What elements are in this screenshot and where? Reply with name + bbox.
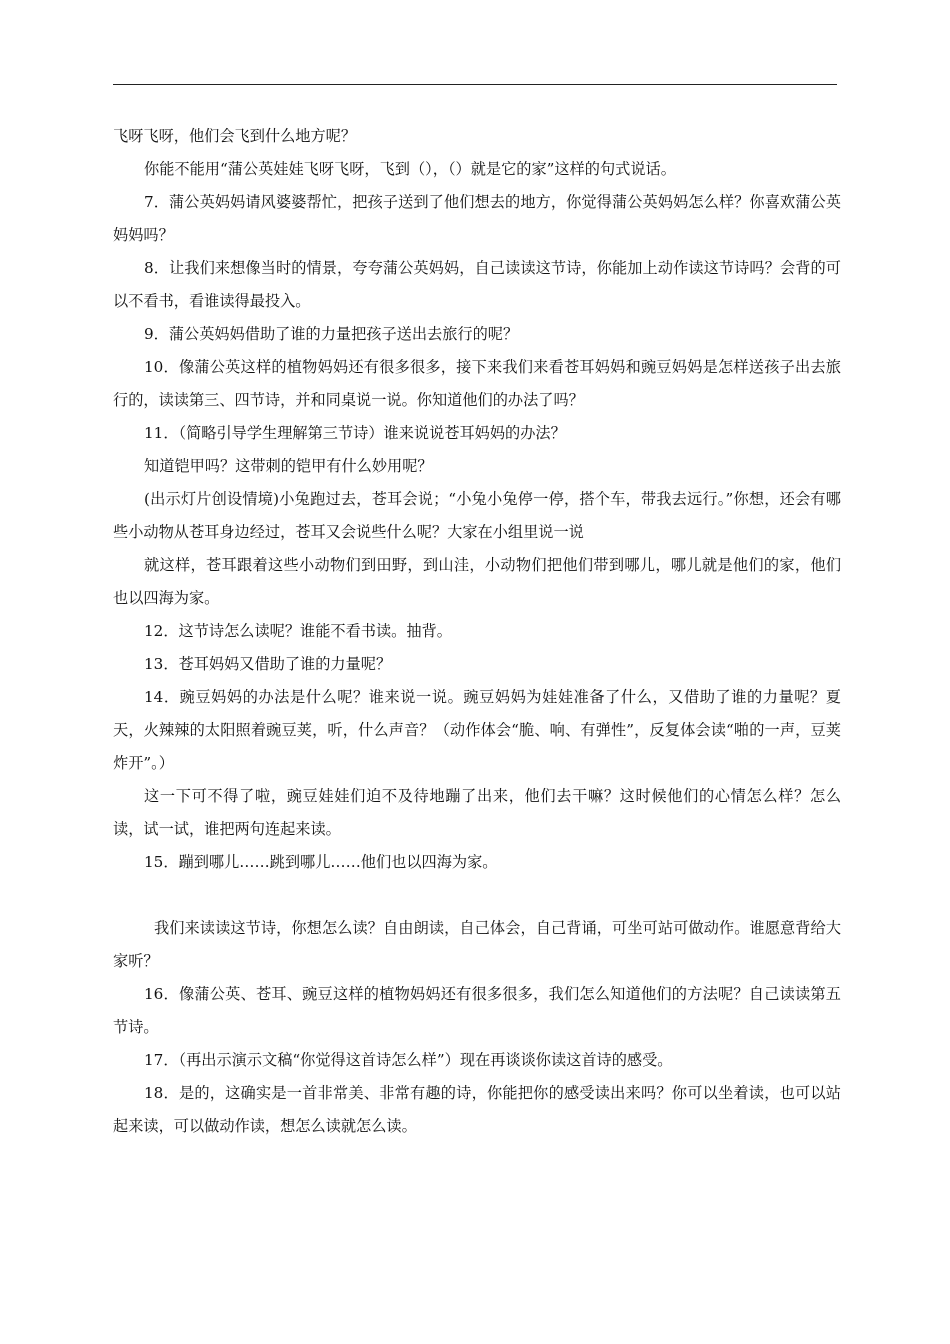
paragraph: 11．（简略引导学生理解第三节诗）谁来说说苍耳妈妈的办法？: [144, 424, 566, 442]
document-body: [113, 120, 841, 1143]
paragraph: 10．像蒲公英这样的植物妈妈还有很多很多，接下来我们来看苍耳妈妈和豌豆妈妈是怎样送孩子出去旅行的，读读第三、四节诗，并和同桌说一说。你知道他们的办法了吗？: [113, 358, 841, 409]
paragraph: 这一下可不得了啦，豌豆娃娃们迫不及待地蹦了出来，他们去干嘛？这时候他们的心情怎么样？怎么读，试一试，谁把两句连起来读。: [113, 787, 841, 838]
paragraph: 12．这节诗怎么读呢？谁能不看书读。抽背。: [144, 622, 452, 640]
paragraph: 我们来读读这节诗，你想怎么读？自由朗读，自己体会，自己背诵，可坐可站可做动作。谁愿意背给大家听？: [113, 919, 841, 970]
paragraph: 7．蒲公英妈妈请风婆婆帮忙，把孩子送到了他们想去的地方，你觉得蒲公英妈妈怎么样？你喜欢蒲公英妈妈吗？: [113, 193, 841, 244]
paragraph: 13．苍耳妈妈又借助了谁的力量呢？: [144, 655, 392, 673]
paragraph: 就这样，苍耳跟着这些小动物们到田野，到山洼，小动物们把他们带到哪儿，哪儿就是他们的家，他们也以四海为家。: [113, 556, 841, 607]
paragraph: 9．蒲公英妈妈借助了谁的力量把孩子送出去旅行的呢？: [144, 325, 519, 343]
paragraph: 17．（再出示演示文稿“你觉得这首诗怎么样”）现在再谈谈你读这首诗的感受。: [144, 1051, 673, 1069]
paragraph: 知道铠甲吗？这带刺的铠甲有什么妙用呢？: [144, 457, 433, 475]
paragraph: 飞呀飞呀，他们会飞到什么地方呢？: [113, 127, 356, 145]
paragraph: 15．蹦到哪儿……跳到哪儿……他们也以四海为家。: [144, 853, 498, 871]
paragraph: 14．豌豆妈妈的办法是什么呢？谁来说一说。豌豆妈妈为娃娃准备了什么，又借助了谁的力量呢？夏天，火辣辣的太阳照着豌豆荚，听，什么声音？（动作体会“脆、响、有弹性”，反复体会读“啪的一声，豆荚炸开”。）: [113, 688, 841, 772]
header-rule: [113, 84, 837, 85]
paragraph: 你能不能用“蒲公英娃娃飞呀飞呀，飞到（），（）就是它的家”这样的句式说话。: [144, 160, 676, 178]
paragraph: 18．是的，这确实是一首非常美、非常有趣的诗，你能把你的感受读出来吗？你可以坐着读，也可以站起来读，可以做动作读，想怎么读就怎么读。: [113, 1084, 841, 1135]
paragraph: (出示灯片创设情境)小兔跑过去，苍耳会说；“小兔小兔停一停，搭个车，带我去远行。”你想，还会有哪些小动物从苍耳身边经过，苍耳又会说些什么呢？大家在小组里说一说: [113, 490, 841, 541]
paragraph: 8．让我们来想像当时的情景，夸夸蒲公英妈妈，自己读读这节诗，你能加上动作读这节诗吗？会背的可以不看书，看谁读得最投入。: [113, 259, 841, 310]
paragraph: 16．像蒲公英、苍耳、豌豆这样的植物妈妈还有很多很多，我们怎么知道他们的方法呢？自己读读第五节诗。: [113, 985, 841, 1036]
blank-line: [113, 879, 841, 912]
